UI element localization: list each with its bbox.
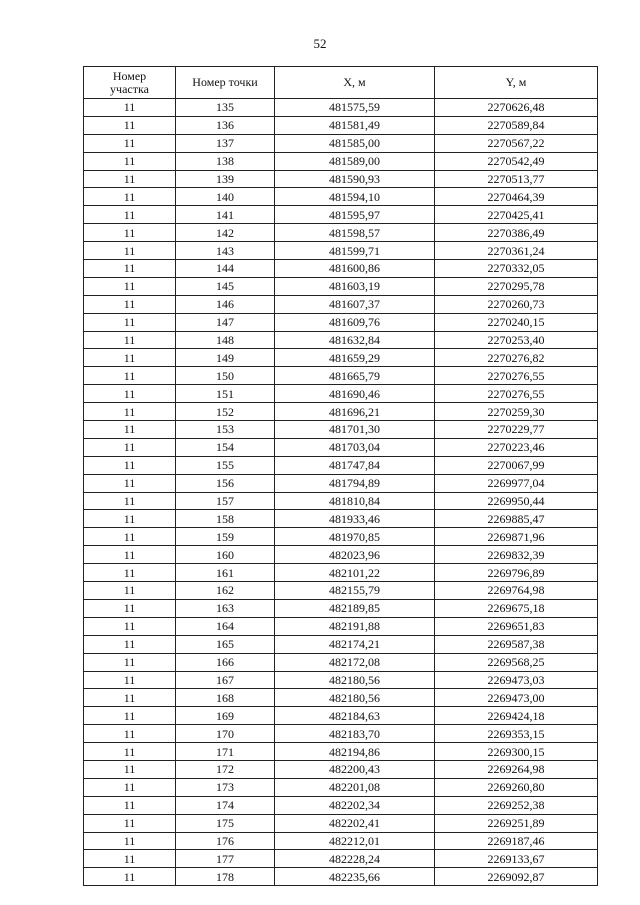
y-coordinate-cell: 2269133,67	[435, 850, 598, 868]
table-row	[84, 260, 598, 278]
plot-number-cell: 11	[84, 653, 176, 671]
plot-number-cell: 11	[84, 832, 176, 850]
point-number-cell: 150	[176, 367, 275, 385]
table-row	[84, 134, 598, 152]
x-coordinate-cell: 481810,84	[275, 492, 435, 510]
x-coordinate-cell: 481589,00	[275, 152, 435, 170]
x-coordinate-cell: 482183,70	[275, 725, 435, 743]
table-row	[84, 385, 598, 403]
point-number-cell: 136	[176, 116, 275, 134]
table-row	[84, 653, 598, 671]
plot-number-cell: 11	[84, 170, 176, 188]
point-number-cell: 156	[176, 474, 275, 492]
point-number-cell: 177	[176, 850, 275, 868]
x-coordinate-cell: 482189,85	[275, 599, 435, 617]
plot-number-cell: 11	[84, 528, 176, 546]
plot-number-cell: 11	[84, 546, 176, 564]
y-coordinate-cell: 2269885,47	[435, 510, 598, 528]
table-header	[84, 67, 598, 99]
y-coordinate-cell: 2270259,30	[435, 403, 598, 421]
table-row	[84, 116, 598, 134]
table-row	[84, 277, 598, 295]
table-row	[84, 796, 598, 814]
x-coordinate-cell: 481696,21	[275, 403, 435, 421]
y-coordinate-cell: 2270464,39	[435, 188, 598, 206]
y-coordinate-cell: 2269264,98	[435, 760, 598, 778]
x-coordinate-cell: 481609,76	[275, 313, 435, 331]
x-coordinate-cell: 482194,86	[275, 743, 435, 761]
point-number-cell: 143	[176, 242, 275, 260]
point-number-cell: 138	[176, 152, 275, 170]
plot-number-cell: 11	[84, 349, 176, 367]
table-row	[84, 582, 598, 600]
x-coordinate-cell: 482228,24	[275, 850, 435, 868]
table-row	[84, 707, 598, 725]
point-number-cell: 159	[176, 528, 275, 546]
x-coordinate-cell: 482235,66	[275, 868, 435, 886]
y-coordinate-cell: 2270253,40	[435, 331, 598, 349]
table-row	[84, 367, 598, 385]
plot-number-cell: 11	[84, 116, 176, 134]
point-number-cell: 145	[176, 277, 275, 295]
point-number-cell: 153	[176, 421, 275, 439]
table-row	[84, 188, 598, 206]
table-row	[84, 689, 598, 707]
y-coordinate-cell: 2269300,15	[435, 743, 598, 761]
header-x-coordinate: X, м	[275, 67, 435, 99]
y-coordinate-cell: 2269092,87	[435, 868, 598, 886]
y-coordinate-cell: 2270425,41	[435, 206, 598, 224]
y-coordinate-cell: 2270276,82	[435, 349, 598, 367]
point-number-cell: 169	[176, 707, 275, 725]
plot-number-cell: 11	[84, 617, 176, 635]
x-coordinate-cell: 482201,08	[275, 778, 435, 796]
plot-number-cell: 11	[84, 403, 176, 421]
plot-number-cell: 11	[84, 850, 176, 868]
table-row	[84, 313, 598, 331]
x-coordinate-cell: 482184,63	[275, 707, 435, 725]
y-coordinate-cell: 2269353,15	[435, 725, 598, 743]
plot-number-cell: 11	[84, 188, 176, 206]
plot-number-cell: 11	[84, 438, 176, 456]
plot-number-cell: 11	[84, 152, 176, 170]
x-coordinate-cell: 481933,46	[275, 510, 435, 528]
x-coordinate-cell: 481632,84	[275, 331, 435, 349]
y-coordinate-cell: 2269473,03	[435, 671, 598, 689]
table-row	[84, 510, 598, 528]
table-row	[84, 421, 598, 439]
y-coordinate-cell: 2269675,18	[435, 599, 598, 617]
y-coordinate-cell: 2270295,78	[435, 277, 598, 295]
table-row	[84, 438, 598, 456]
x-coordinate-cell: 481598,57	[275, 224, 435, 242]
header-row	[84, 67, 598, 99]
y-coordinate-cell: 2270361,24	[435, 242, 598, 260]
x-coordinate-cell: 481701,30	[275, 421, 435, 439]
plot-number-cell: 11	[84, 474, 176, 492]
point-number-cell: 175	[176, 814, 275, 832]
plot-number-cell: 11	[84, 456, 176, 474]
point-number-cell: 166	[176, 653, 275, 671]
y-coordinate-cell: 2269950,44	[435, 492, 598, 510]
point-number-cell: 148	[176, 331, 275, 349]
x-coordinate-cell: 482202,41	[275, 814, 435, 832]
table-row	[84, 850, 598, 868]
x-coordinate-cell: 481690,46	[275, 385, 435, 403]
y-coordinate-cell: 2270223,46	[435, 438, 598, 456]
plot-number-cell: 11	[84, 671, 176, 689]
table-row	[84, 224, 598, 242]
x-coordinate-cell: 481600,86	[275, 260, 435, 278]
point-number-cell: 146	[176, 295, 275, 313]
x-coordinate-cell: 481970,85	[275, 528, 435, 546]
point-number-cell: 168	[176, 689, 275, 707]
table-row	[84, 492, 598, 510]
table-row	[84, 778, 598, 796]
point-number-cell: 165	[176, 635, 275, 653]
x-coordinate-cell: 481607,37	[275, 295, 435, 313]
point-number-cell: 161	[176, 564, 275, 582]
plot-number-cell: 11	[84, 707, 176, 725]
plot-number-cell: 11	[84, 224, 176, 242]
y-coordinate-cell: 2269764,98	[435, 582, 598, 600]
plot-number-cell: 11	[84, 796, 176, 814]
x-coordinate-cell: 481747,84	[275, 456, 435, 474]
x-coordinate-cell: 481794,89	[275, 474, 435, 492]
point-number-cell: 154	[176, 438, 275, 456]
plot-number-cell: 11	[84, 492, 176, 510]
point-number-cell: 172	[176, 760, 275, 778]
x-coordinate-cell: 482202,34	[275, 796, 435, 814]
header-plot-number-line2: участка	[110, 81, 149, 96]
x-coordinate-cell: 481665,79	[275, 367, 435, 385]
plot-number-cell: 11	[84, 582, 176, 600]
point-number-cell: 152	[176, 403, 275, 421]
x-coordinate-cell: 481594,10	[275, 188, 435, 206]
table-row	[84, 599, 598, 617]
plot-number-cell: 11	[84, 814, 176, 832]
plot-number-cell: 11	[84, 421, 176, 439]
table-row	[84, 868, 598, 886]
header-y-coordinate: Y, м	[435, 67, 598, 99]
coordinates-table	[83, 66, 598, 886]
y-coordinate-cell: 2269568,25	[435, 653, 598, 671]
x-coordinate-cell: 482212,01	[275, 832, 435, 850]
plot-number-cell: 11	[84, 760, 176, 778]
table-row	[84, 474, 598, 492]
plot-number-cell: 11	[84, 295, 176, 313]
point-number-cell: 170	[176, 725, 275, 743]
y-coordinate-cell: 2270276,55	[435, 385, 598, 403]
x-coordinate-cell: 481575,59	[275, 99, 435, 117]
table-row	[84, 743, 598, 761]
x-coordinate-cell: 481703,04	[275, 438, 435, 456]
x-coordinate-cell: 481590,93	[275, 170, 435, 188]
plot-number-cell: 11	[84, 331, 176, 349]
point-number-cell: 162	[176, 582, 275, 600]
point-number-cell: 157	[176, 492, 275, 510]
y-coordinate-cell: 2269260,80	[435, 778, 598, 796]
point-number-cell: 151	[176, 385, 275, 403]
x-coordinate-cell: 482180,56	[275, 671, 435, 689]
header-point-number: Номер точки	[176, 67, 275, 99]
table-row	[84, 814, 598, 832]
point-number-cell: 158	[176, 510, 275, 528]
y-coordinate-cell: 2270542,49	[435, 152, 598, 170]
y-coordinate-cell: 2270567,22	[435, 134, 598, 152]
plot-number-cell: 11	[84, 599, 176, 617]
x-coordinate-cell: 482023,96	[275, 546, 435, 564]
plot-number-cell: 11	[84, 260, 176, 278]
table-row	[84, 564, 598, 582]
y-coordinate-cell: 2270386,49	[435, 224, 598, 242]
y-coordinate-cell: 2270067,99	[435, 456, 598, 474]
y-coordinate-cell: 2270332,05	[435, 260, 598, 278]
point-number-cell: 139	[176, 170, 275, 188]
y-coordinate-cell: 2269587,38	[435, 635, 598, 653]
table-row	[84, 349, 598, 367]
x-coordinate-cell: 481659,29	[275, 349, 435, 367]
point-number-cell: 171	[176, 743, 275, 761]
plot-number-cell: 11	[84, 367, 176, 385]
point-number-cell: 163	[176, 599, 275, 617]
plot-number-cell: 11	[84, 725, 176, 743]
table-row	[84, 206, 598, 224]
table-row	[84, 242, 598, 260]
x-coordinate-cell: 481581,49	[275, 116, 435, 134]
x-coordinate-cell: 482172,08	[275, 653, 435, 671]
plot-number-cell: 11	[84, 689, 176, 707]
table-row	[84, 760, 598, 778]
plot-number-cell: 11	[84, 564, 176, 582]
y-coordinate-cell: 2270276,55	[435, 367, 598, 385]
x-coordinate-cell: 481595,97	[275, 206, 435, 224]
plot-number-cell: 11	[84, 99, 176, 117]
point-number-cell: 176	[176, 832, 275, 850]
y-coordinate-cell: 2270513,77	[435, 170, 598, 188]
table-row	[84, 152, 598, 170]
y-coordinate-cell: 2269424,18	[435, 707, 598, 725]
y-coordinate-cell: 2269832,39	[435, 546, 598, 564]
plot-number-cell: 11	[84, 242, 176, 260]
y-coordinate-cell: 2269871,96	[435, 528, 598, 546]
table-row	[84, 403, 598, 421]
y-coordinate-cell: 2269977,04	[435, 474, 598, 492]
x-coordinate-cell: 482180,56	[275, 689, 435, 707]
y-coordinate-cell: 2270240,15	[435, 313, 598, 331]
point-number-cell: 178	[176, 868, 275, 886]
point-number-cell: 135	[176, 99, 275, 117]
plot-number-cell: 11	[84, 313, 176, 331]
y-coordinate-cell: 2269796,89	[435, 564, 598, 582]
plot-number-cell: 11	[84, 277, 176, 295]
y-coordinate-cell: 2269251,89	[435, 814, 598, 832]
y-coordinate-cell: 2269651,83	[435, 617, 598, 635]
table-row	[84, 725, 598, 743]
table-row	[84, 170, 598, 188]
point-number-cell: 167	[176, 671, 275, 689]
header-plot-number-line1: Номер	[112, 68, 147, 83]
plot-number-cell: 11	[84, 635, 176, 653]
table-row	[84, 99, 598, 117]
point-number-cell: 173	[176, 778, 275, 796]
table-row	[84, 671, 598, 689]
table-row	[84, 832, 598, 850]
table-row	[84, 331, 598, 349]
table-row	[84, 617, 598, 635]
x-coordinate-cell: 481585,00	[275, 134, 435, 152]
table-row	[84, 528, 598, 546]
x-coordinate-cell: 482191,88	[275, 617, 435, 635]
point-number-cell: 155	[176, 456, 275, 474]
header-plot-number	[84, 67, 176, 99]
table-row	[84, 295, 598, 313]
plot-number-cell: 11	[84, 868, 176, 886]
y-coordinate-cell: 2270229,77	[435, 421, 598, 439]
x-coordinate-cell: 482101,22	[275, 564, 435, 582]
point-number-cell: 144	[176, 260, 275, 278]
plot-number-cell: 11	[84, 510, 176, 528]
plot-number-cell: 11	[84, 134, 176, 152]
x-coordinate-cell: 482155,79	[275, 582, 435, 600]
plot-number-cell: 11	[84, 743, 176, 761]
point-number-cell: 140	[176, 188, 275, 206]
x-coordinate-cell: 482200,43	[275, 760, 435, 778]
point-number-cell: 147	[176, 313, 275, 331]
table-row	[84, 546, 598, 564]
point-number-cell: 164	[176, 617, 275, 635]
plot-number-cell: 11	[84, 206, 176, 224]
y-coordinate-cell: 2270626,48	[435, 99, 598, 117]
plot-number-cell: 11	[84, 778, 176, 796]
plot-number-cell: 11	[84, 385, 176, 403]
point-number-cell: 160	[176, 546, 275, 564]
x-coordinate-cell: 481599,71	[275, 242, 435, 260]
y-coordinate-cell: 2269473,00	[435, 689, 598, 707]
point-number-cell: 142	[176, 224, 275, 242]
y-coordinate-cell: 2270260,73	[435, 295, 598, 313]
table-row	[84, 635, 598, 653]
point-number-cell: 174	[176, 796, 275, 814]
point-number-cell: 141	[176, 206, 275, 224]
page-number: 52	[313, 36, 327, 51]
table-row	[84, 456, 598, 474]
y-coordinate-cell: 2269252,38	[435, 796, 598, 814]
y-coordinate-cell: 2270589,84	[435, 116, 598, 134]
y-coordinate-cell: 2269187,46	[435, 832, 598, 850]
table-body	[84, 99, 598, 886]
point-number-cell: 137	[176, 134, 275, 152]
x-coordinate-cell: 482174,21	[275, 635, 435, 653]
point-number-cell: 149	[176, 349, 275, 367]
x-coordinate-cell: 481603,19	[275, 277, 435, 295]
